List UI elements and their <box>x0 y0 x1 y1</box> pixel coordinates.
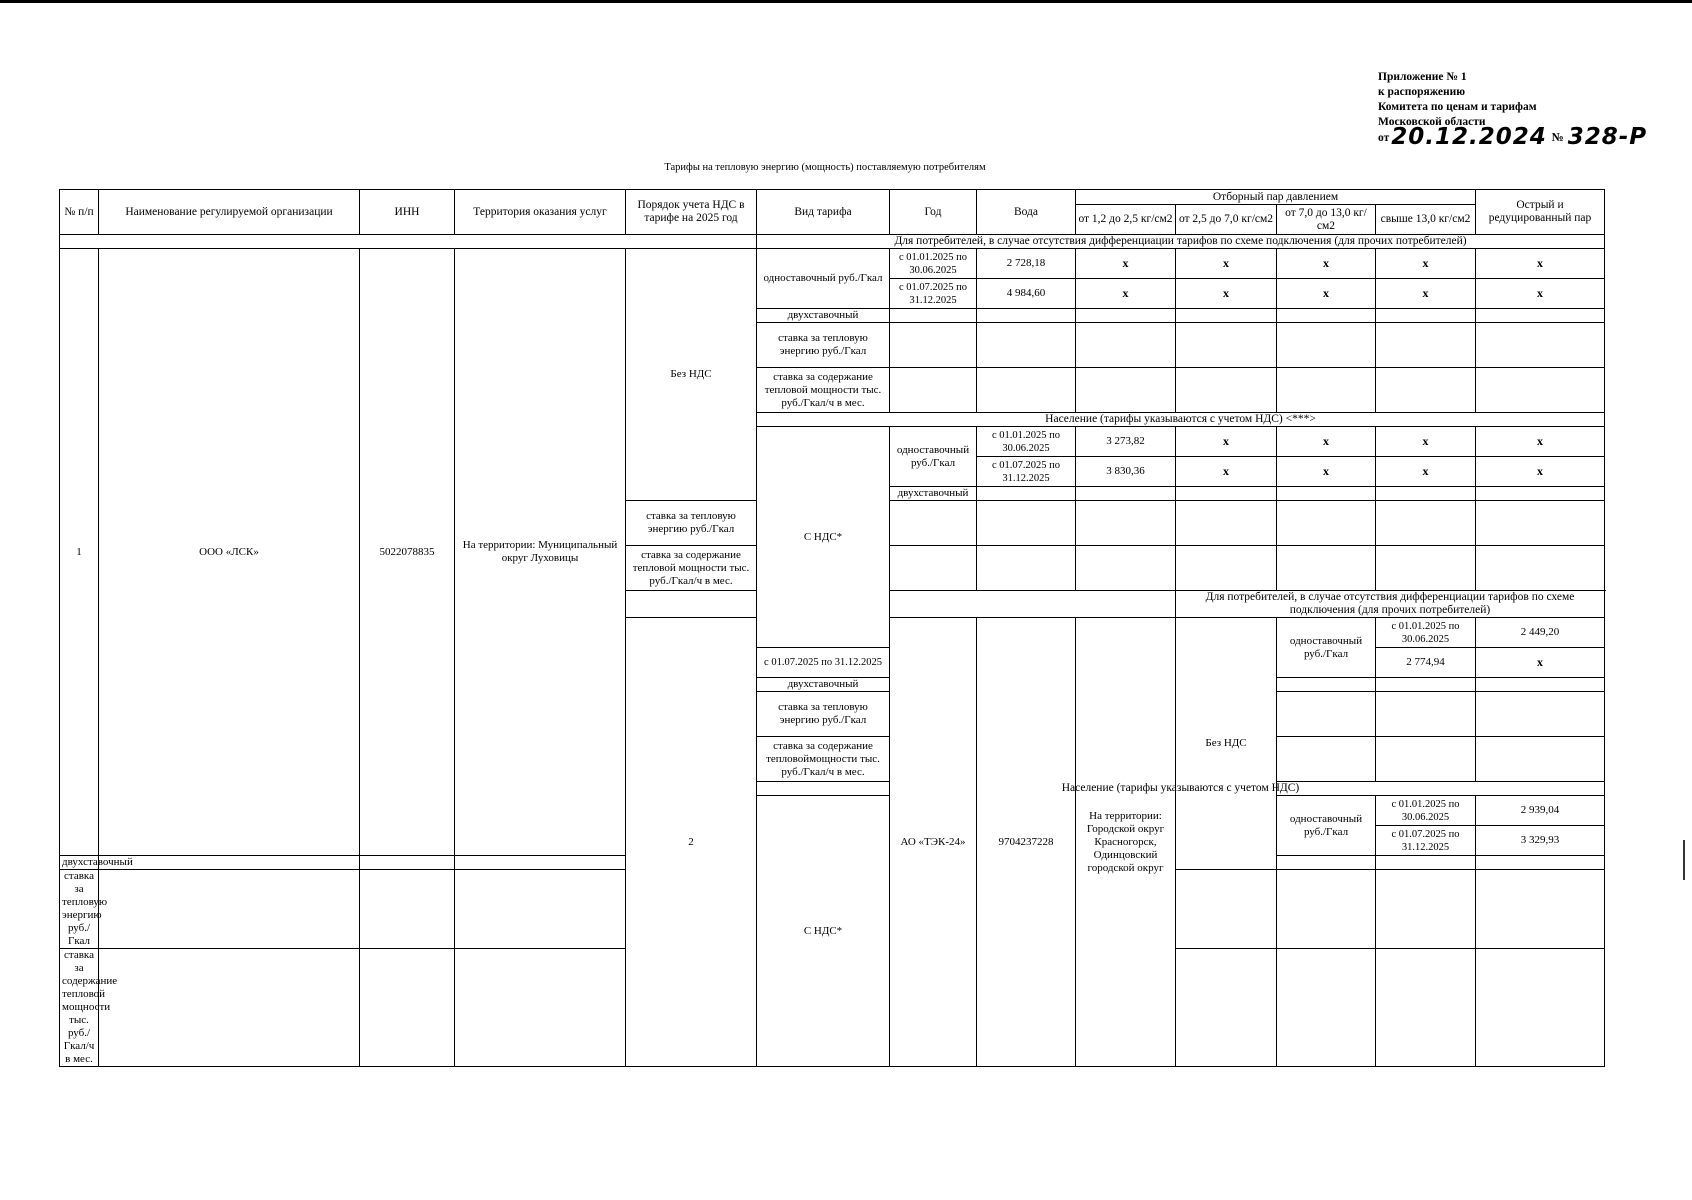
single-rate-label: одноставочный руб./Гкал <box>890 427 977 487</box>
x-mark: x <box>1176 457 1277 487</box>
appendix-line: Приложение № 1 <box>1378 71 1467 83</box>
section-row <box>60 235 1605 249</box>
period-h2: с 01.07.2025 по 31.12.2025 <box>977 457 1076 487</box>
org-number: 2 <box>626 618 757 1067</box>
tariff-table <box>59 189 1605 1067</box>
period-h2: с 01.07.2025 по 31.12.2025 <box>757 648 890 678</box>
header-sharp-steam: Острый и редуцированный пар <box>1476 190 1605 235</box>
water-value: 2 774,94 <box>1376 648 1476 678</box>
capacity-rate-label: ставка за содержание тепловой мощности тыс. руб./Гкал/ч в мес. <box>60 949 99 1067</box>
single-rate-label: одноставочный руб./Гкал <box>1277 796 1376 856</box>
appendix-line: Комитета по ценам и тарифам <box>1378 101 1537 113</box>
x-mark: x <box>1376 279 1476 309</box>
org-number: 1 <box>60 249 99 856</box>
water-value: 2 449,20 <box>1476 618 1605 648</box>
header-pressure-1: от 1,2 до 2,5 кг/см2 <box>1076 205 1176 235</box>
org-inn: 9704237228 <box>977 618 1076 1067</box>
date-prefix: от <box>1378 132 1390 144</box>
water-value: 4 984,60 <box>977 279 1076 309</box>
header-vat: Порядок учета НДС в тарифе на 2025 год <box>626 190 757 235</box>
header-org: Наименование регулируемой организации <box>99 190 360 235</box>
page-top-border <box>0 0 1692 3</box>
org-inn: 5022078835 <box>360 249 455 856</box>
appendix-line: к распоряжению <box>1378 86 1466 98</box>
x-mark: x <box>1476 427 1605 457</box>
header-pressure-2: от 2,5 до 7,0 кг/см2 <box>1176 205 1277 235</box>
period-h1: с 01.01.2025 по 30.06.2025 <box>890 249 977 279</box>
vat-mode-with-vat: С НДС* <box>757 427 890 648</box>
x-mark: x <box>1277 279 1376 309</box>
period-h1: с 01.01.2025 по 30.06.2025 <box>1376 796 1476 826</box>
section-spacer <box>626 591 1176 618</box>
appendix-block <box>1378 70 1668 150</box>
x-mark: x <box>1176 249 1277 279</box>
capacity-rate-label: ставка за содержание тепловой мощности тыс. руб./Гкал/ч в мес. <box>757 368 890 413</box>
handwritten-date: 20.12.2024 <box>1391 124 1547 150</box>
period-h2: с 01.07.2025 по 31.12.2025 <box>1376 826 1476 856</box>
energy-rate-label: ставка за тепловую энергию руб./Гкал <box>626 501 757 546</box>
two-rate-label: двухставочный <box>757 309 890 323</box>
x-mark: x <box>1176 279 1277 309</box>
energy-rate-label: ставка за тепловую энергию руб./Гкал <box>757 692 890 737</box>
x-mark: x <box>1277 427 1376 457</box>
header-territory: Территория оказания услуг <box>455 190 626 235</box>
two-rate-label: двухставочный <box>60 856 99 870</box>
period-h1: с 01.01.2025 по 30.06.2025 <box>1376 618 1476 648</box>
vat-mode-no-vat: Без НДС <box>626 249 757 501</box>
header-pressure-3: от 7,0 до 13,0 кг/см2 <box>1277 205 1376 235</box>
header-num: № п/п <box>60 190 99 235</box>
number-sign: № <box>1551 130 1564 144</box>
vat-mode-with-vat: С НДС* <box>757 796 890 1067</box>
x-mark: x <box>1277 249 1376 279</box>
water-value: 3 273,82 <box>1076 427 1176 457</box>
document-title: Тарифы на тепловую энергию (мощность) поставляемую потребителям <box>664 162 986 173</box>
two-rate-label: двухставочный <box>890 487 977 501</box>
water-value: 3 329,93 <box>1476 826 1605 856</box>
org-territory: На территории: Городской округ Красногорск, Одинцовский городской округ <box>1076 618 1176 1067</box>
org-name: ООО «ЛСК» <box>99 249 360 856</box>
org-territory: На территории: Муниципальный округ Луховицы <box>455 249 626 856</box>
water-value: 2 728,18 <box>977 249 1076 279</box>
appendix-line: Московской области <box>1378 116 1486 128</box>
header-year: Год <box>890 190 977 235</box>
capacity-rate-label: ставка за содержание тепловой мощности тыс. руб./Гкал/ч в мес. <box>626 546 757 591</box>
x-mark: x <box>1277 457 1376 487</box>
x-mark: x <box>1376 427 1476 457</box>
single-rate-label: одноставочный руб./Гкал <box>757 249 890 309</box>
header-water: Вода <box>977 190 1076 235</box>
header-pressure-4: свыше 13,0 кг/см2 <box>1376 205 1476 235</box>
water-value: 3 830,36 <box>1076 457 1176 487</box>
header-steam-group: Отборный пар давлением <box>1076 190 1476 205</box>
section-spacer <box>60 235 757 249</box>
period-h1: с 01.01.2025 по 30.06.2025 <box>977 427 1076 457</box>
section-population: Население (тарифы указываются с учетом НДС) <***> <box>757 413 1605 427</box>
two-rate-label: двухставочный <box>757 678 890 692</box>
header-inn: ИНН <box>360 190 455 235</box>
x-mark: x <box>1376 249 1476 279</box>
capacity-rate-label: ставка за содержание тепловоймощности тыс. руб./Гкал/ч в мес. <box>757 737 890 782</box>
org-name: АО «ТЭК-24» <box>890 618 977 1067</box>
x-mark: x <box>1476 279 1605 309</box>
appendix-date-line <box>1378 124 1668 150</box>
single-rate-label: одноставочный руб./Гкал <box>1277 618 1376 678</box>
x-mark: x <box>1476 249 1605 279</box>
energy-rate-label: ставка за тепловую энергию руб./Гкал <box>60 870 99 949</box>
section-other-consumers: Для потребителей, в случае отсутствия дифференциации тарифов по схеме подключения (для прочих потребителей) <box>757 235 1605 249</box>
header-tariff-type: Вид тарифа <box>757 190 890 235</box>
energy-rate-label: ставка за тепловую энергию руб./Гкал <box>757 323 890 368</box>
water-value: 2 939,04 <box>1476 796 1605 826</box>
section-population: Население (тарифы указываются с учетом НДС) <box>757 782 1605 796</box>
x-mark: x <box>1076 279 1176 309</box>
header-row <box>60 190 1605 205</box>
period-h2: с 01.07.2025 по 31.12.2025 <box>890 279 977 309</box>
handwritten-number: 328-Р <box>1567 124 1648 150</box>
scan-edge-mark <box>1683 840 1685 880</box>
x-mark: x <box>1376 457 1476 487</box>
vat-mode-no-vat: Без НДС <box>1176 618 1277 870</box>
x-mark: x <box>1476 648 1605 678</box>
x-mark: x <box>1476 457 1605 487</box>
x-mark: x <box>1176 427 1277 457</box>
x-mark: x <box>1076 249 1176 279</box>
section-other-consumers: Для потребителей, в случае отсутствия дифференциации тарифов по схеме подключения (для прочих потребителей) <box>1176 591 1605 618</box>
table-row <box>60 249 1605 279</box>
